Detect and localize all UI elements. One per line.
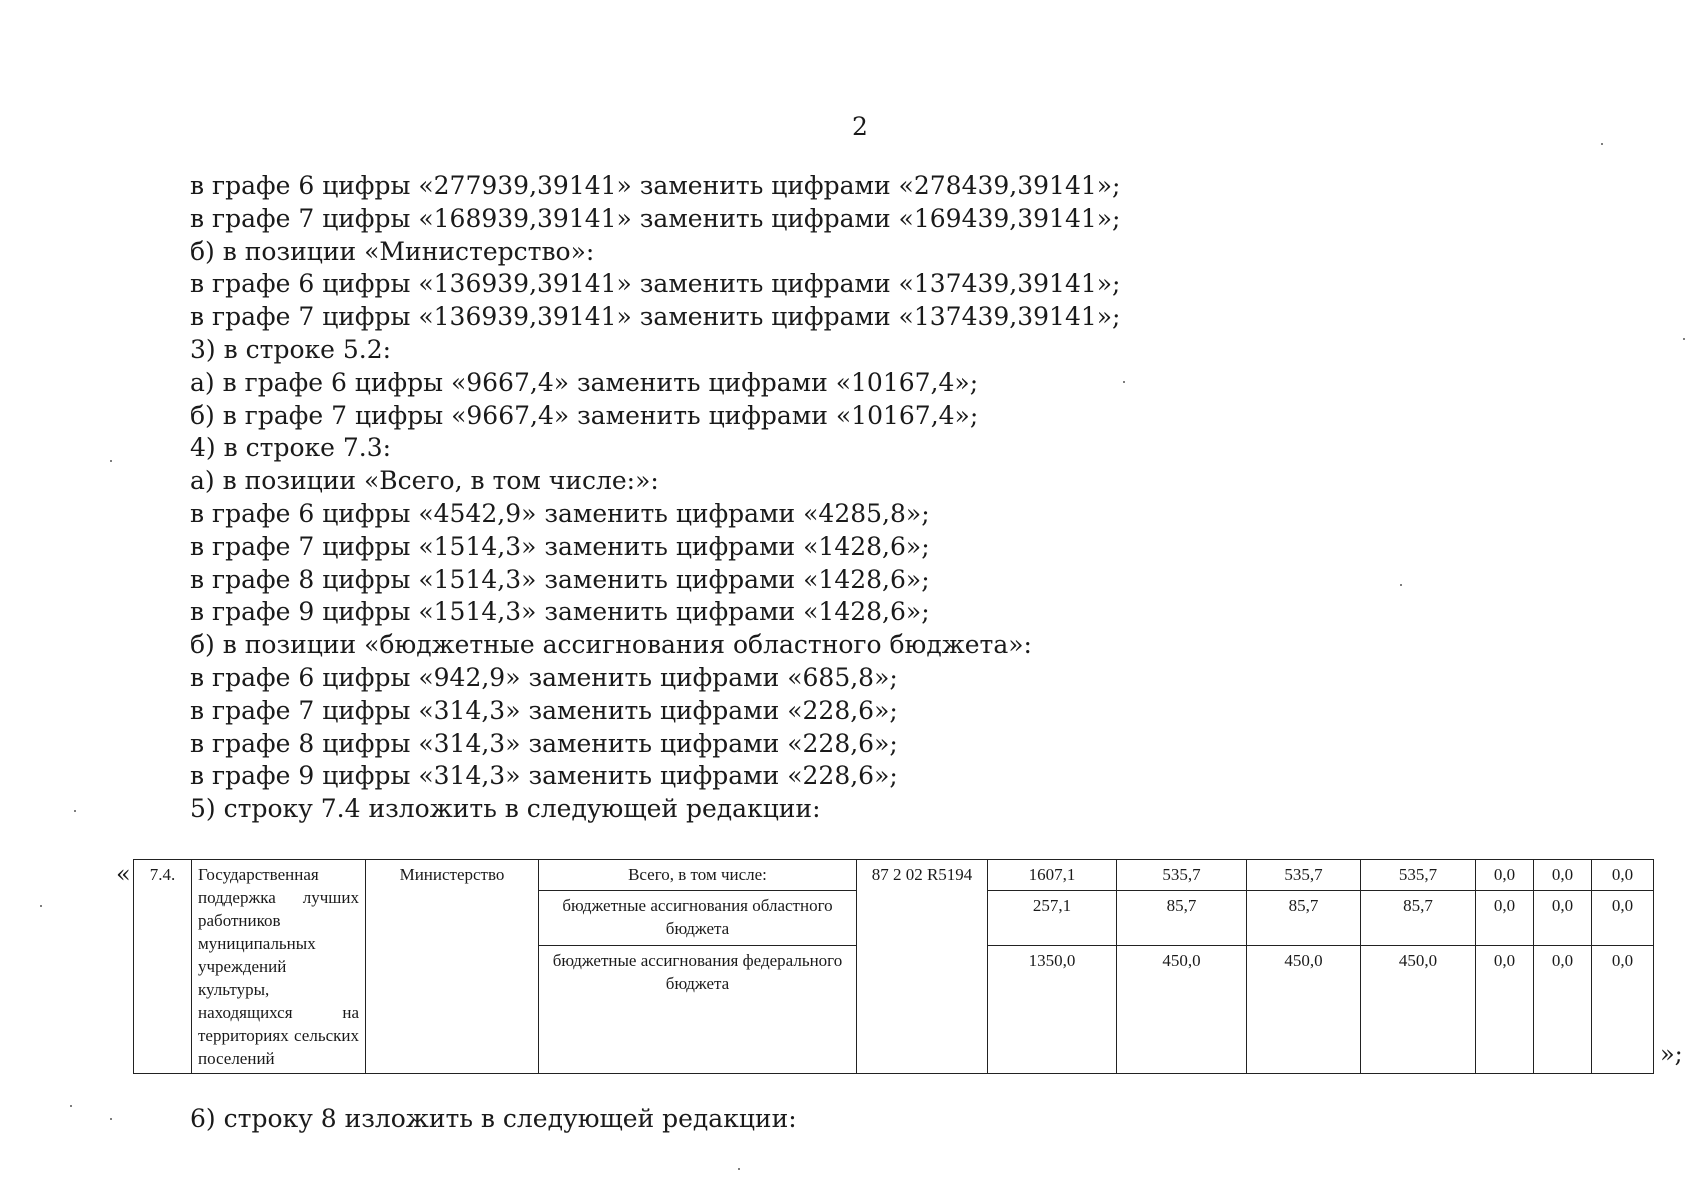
value-cell: 535,7 bbox=[1117, 860, 1247, 891]
text-line: 5) строку 7.4 изложить в следующей редакции: bbox=[190, 794, 821, 824]
text-line: б) в графе 7 цифры «9667,4» заменить цифрами «10167,4»; bbox=[190, 400, 979, 430]
value-cell: 535,7 bbox=[1361, 860, 1476, 891]
value-cell: 0,0 bbox=[1476, 860, 1534, 891]
text-line: в графе 7 цифры «168939,39141» заменить цифрами «169439,39141»; bbox=[190, 203, 1121, 233]
scan-speck bbox=[40, 905, 42, 907]
value-cell: 85,7 bbox=[1117, 891, 1247, 946]
value-cell: 0,0 bbox=[1534, 891, 1592, 946]
value-cell: 450,0 bbox=[1117, 946, 1247, 1074]
value-cell: 0,0 bbox=[1592, 946, 1654, 1074]
value-cell: 257,1 bbox=[988, 891, 1117, 946]
text-line: в графе 8 цифры «1514,3» заменить цифрами «1428,6»; bbox=[190, 564, 930, 594]
text-line: в графе 6 цифры «277939,39141» заменить цифрами «278439,39141»; bbox=[190, 171, 1121, 200]
text-line: а) в графе 6 цифры «9667,4» заменить цифрами «10167,4»; bbox=[190, 367, 979, 397]
scan-speck bbox=[110, 460, 112, 462]
text-line: б) в позиции «Министерство»: bbox=[190, 236, 595, 266]
text-line: в графе 9 цифры «1514,3» заменить цифрами «1428,6»; bbox=[190, 597, 930, 627]
text-line: б) в позиции «бюджетные ассигнования областного бюджета»: bbox=[190, 630, 1032, 660]
scan-speck bbox=[738, 1168, 740, 1170]
scan-speck bbox=[1123, 381, 1125, 383]
page-number: 2 bbox=[852, 112, 868, 141]
value-cell: 0,0 bbox=[1592, 891, 1654, 946]
text-line: в графе 6 цифры «4542,9» заменить цифрами «4285,8»; bbox=[190, 498, 930, 528]
source-cell: бюджетные ассигнования областного бюджета bbox=[539, 891, 857, 946]
text-line: в графе 9 цифры «314,3» заменить цифрами «228,6»; bbox=[190, 761, 898, 791]
text-line: в графе 7 цифры «314,3» заменить цифрами «228,6»; bbox=[190, 695, 898, 725]
text-line: в графе 8 цифры «314,3» заменить цифрами «228,6»; bbox=[190, 728, 898, 758]
text-line: в графе 7 цифры «136939,39141» заменить цифрами «137439,39141»; bbox=[190, 302, 1121, 332]
opening-quote: « bbox=[116, 860, 131, 888]
scan-speck bbox=[74, 810, 76, 812]
budget-code-cell: 87 2 02 R5194 bbox=[857, 860, 988, 1074]
value-cell: 535,7 bbox=[1247, 860, 1361, 891]
value-cell: 0,0 bbox=[1476, 946, 1534, 1074]
measure-name-cell: Государственная поддержка лучших работников муниципальных учреждений культуры, находящихся на территориях сельских поселений bbox=[192, 860, 366, 1074]
text-line: 4) в строке 7.3: bbox=[190, 433, 392, 463]
value-cell: 85,7 bbox=[1247, 891, 1361, 946]
text-line: в графе 6 цифры «942,9» заменить цифрами «685,8»; bbox=[190, 662, 898, 692]
value-cell: 85,7 bbox=[1361, 891, 1476, 946]
value-cell: 0,0 bbox=[1534, 860, 1592, 891]
table-row bbox=[134, 860, 1654, 891]
source-cell: бюджетные ассигнования федерального бюджета bbox=[539, 946, 857, 1074]
source-cell: Всего, в том числе: bbox=[539, 860, 857, 891]
value-cell: 1350,0 bbox=[988, 946, 1117, 1074]
row-number-cell: 7.4. bbox=[134, 860, 192, 1074]
text-line: в графе 6 цифры «136939,39141» заменить цифрами «137439,39141»; bbox=[190, 269, 1121, 299]
text-line: в графе 7 цифры «1514,3» заменить цифрами «1428,6»; bbox=[190, 531, 930, 561]
scan-speck bbox=[70, 1105, 72, 1107]
value-cell: 0,0 bbox=[1592, 860, 1654, 891]
scan-speck bbox=[1683, 338, 1685, 340]
text-line: а) в позиции «Всего, в том числе:»: bbox=[190, 466, 659, 496]
amendment-table bbox=[133, 859, 1654, 1074]
value-cell: 1607,1 bbox=[988, 860, 1117, 891]
scan-speck bbox=[1400, 584, 1402, 586]
text-line: 3) в строке 5.2: bbox=[190, 334, 392, 364]
value-cell: 450,0 bbox=[1247, 946, 1361, 1074]
final-paragraph: 6) строку 8 изложить в следующей редакции: bbox=[190, 1104, 797, 1133]
executor-cell: Министерство bbox=[366, 860, 539, 1074]
closing-quote: »; bbox=[1660, 1040, 1683, 1068]
scan-speck bbox=[110, 1118, 112, 1120]
amendment-text bbox=[190, 170, 1120, 826]
value-cell: 0,0 bbox=[1534, 946, 1592, 1074]
scan-speck bbox=[1601, 143, 1603, 145]
value-cell: 0,0 bbox=[1476, 891, 1534, 946]
value-cell: 450,0 bbox=[1361, 946, 1476, 1074]
